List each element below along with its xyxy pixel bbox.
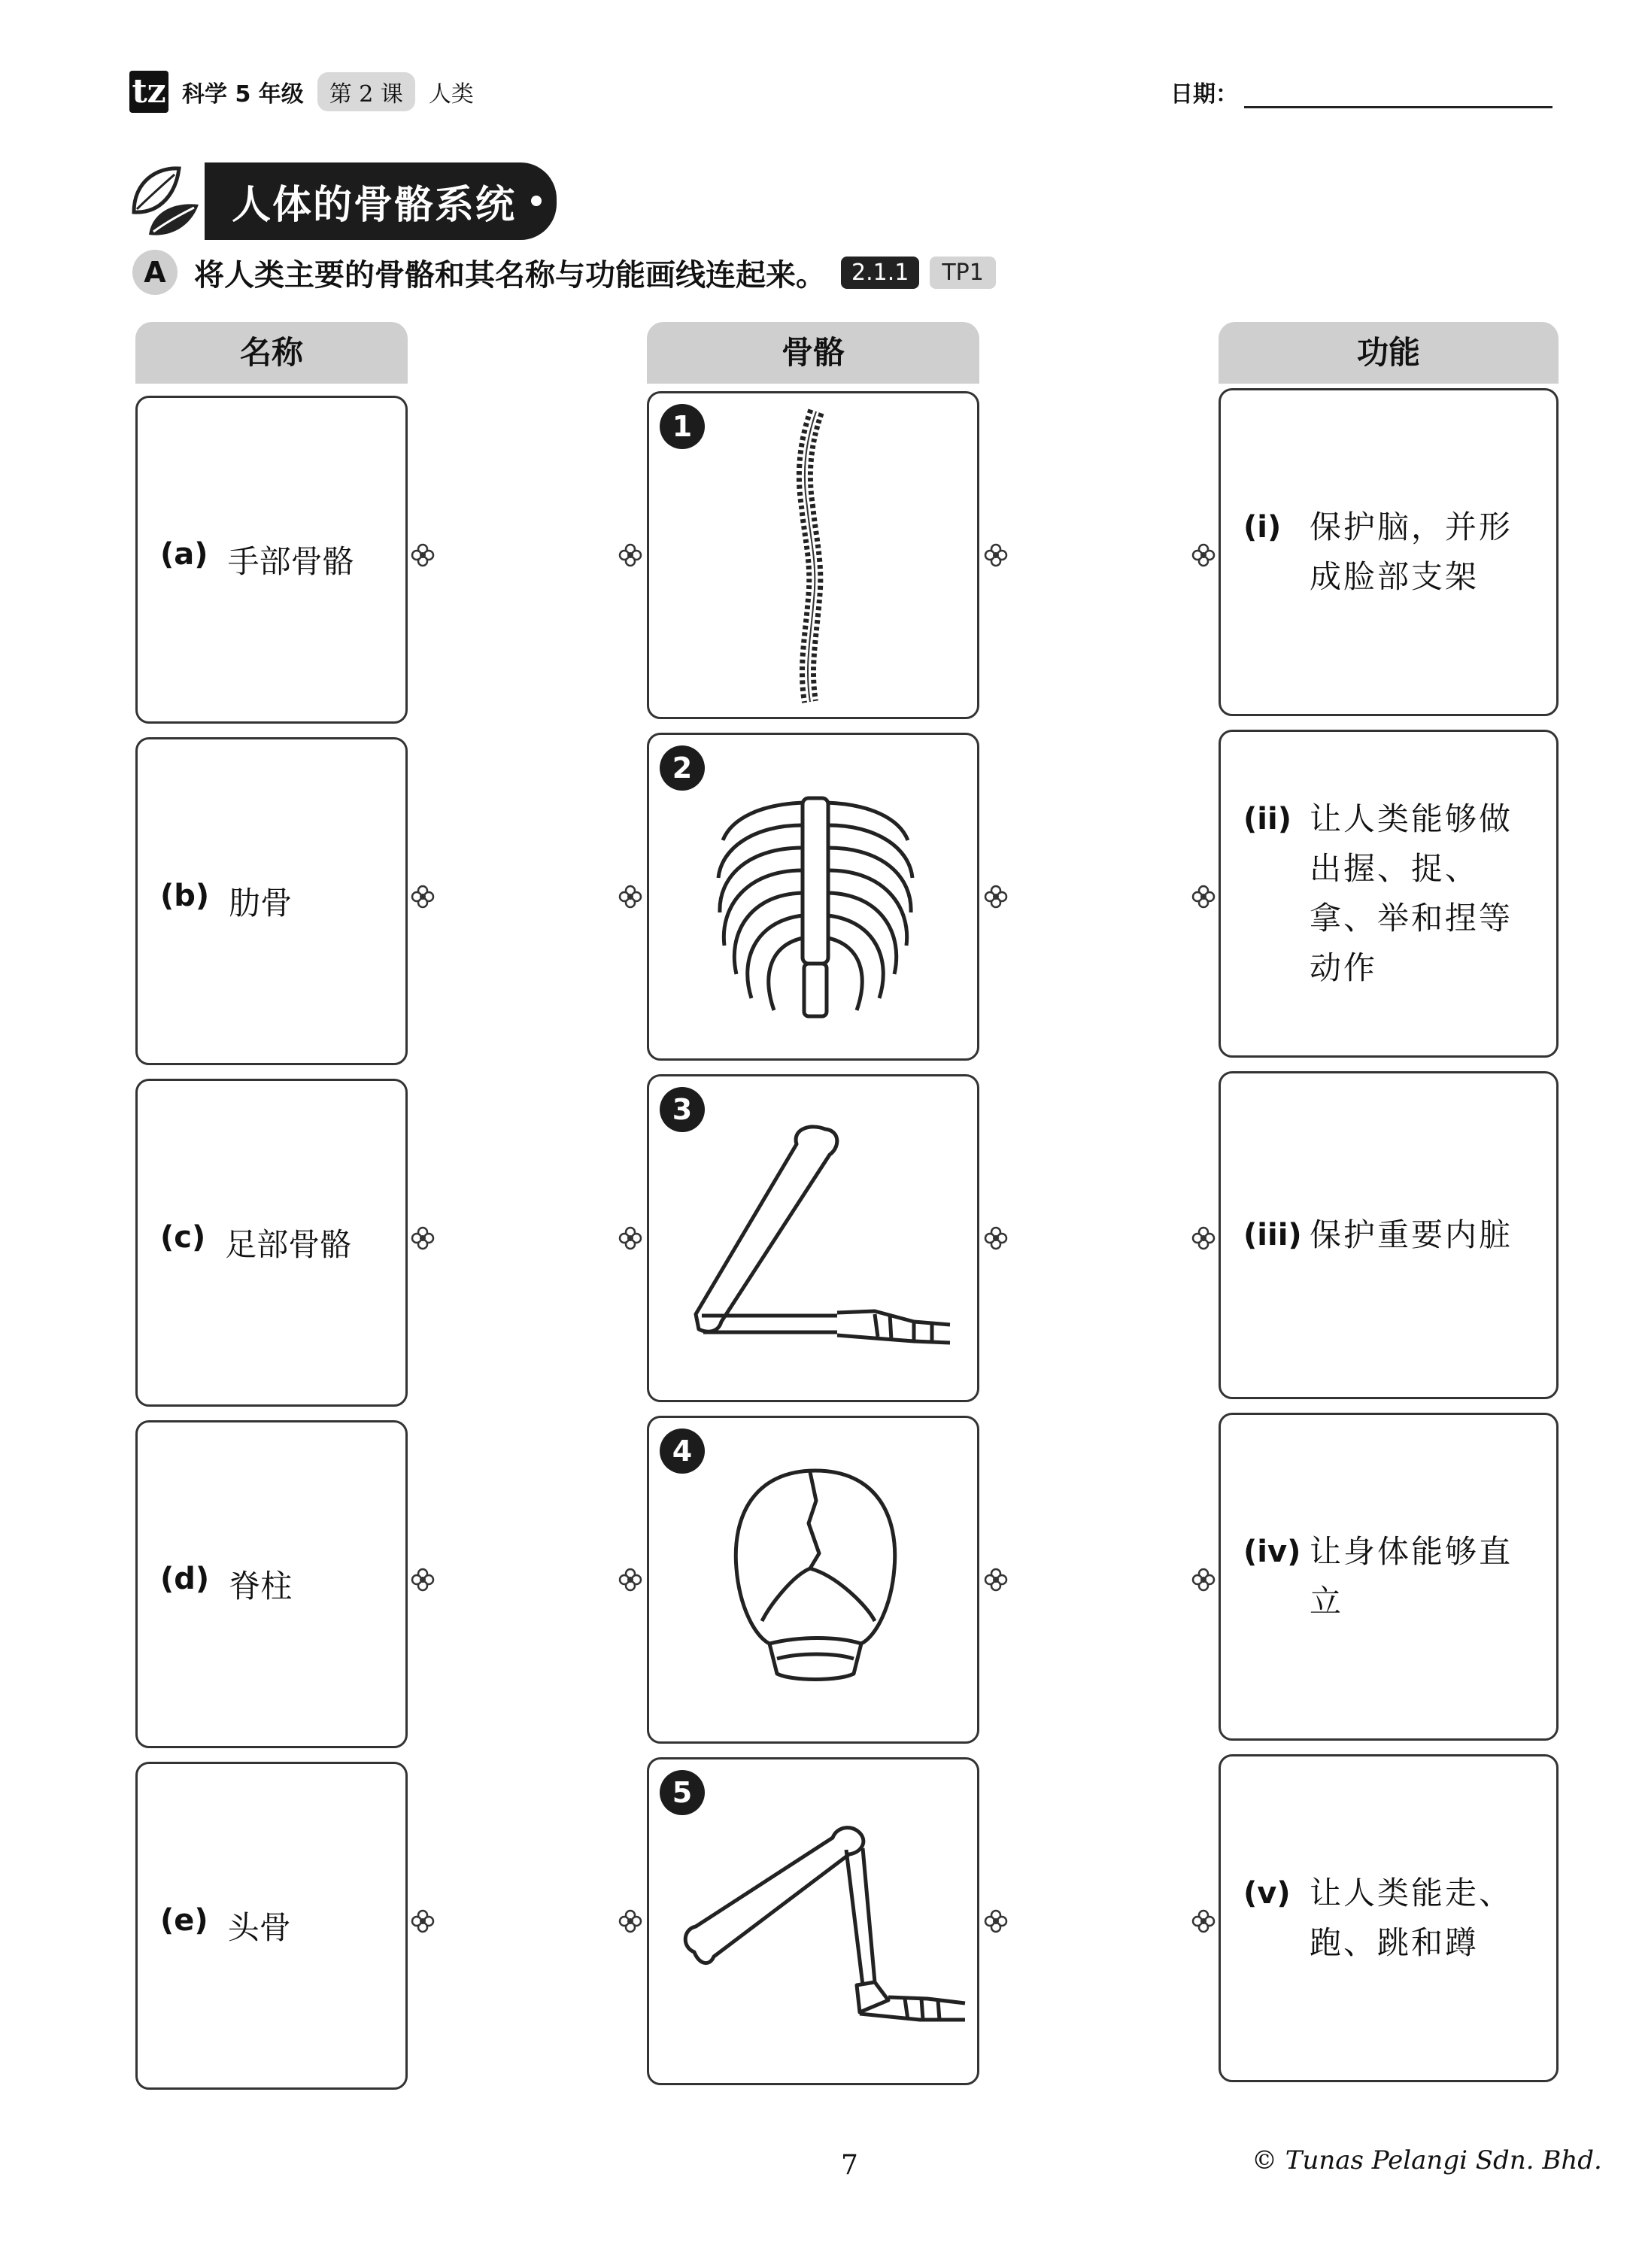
page-header bbox=[129, 69, 474, 114]
connector-dot-icon[interactable] bbox=[1191, 1226, 1216, 1250]
column-header-bones: 骨骼 bbox=[647, 322, 979, 384]
name-box-e[interactable] bbox=[135, 1762, 408, 2090]
bone-number-badge: 1 bbox=[660, 404, 705, 449]
page-number: 7 bbox=[841, 2150, 858, 2181]
section-banner bbox=[126, 159, 557, 242]
spine-illustration-icon bbox=[649, 393, 982, 721]
connector-dot-icon[interactable] bbox=[618, 1568, 642, 1592]
connector-dot-icon[interactable] bbox=[618, 885, 642, 909]
column-header-names: 名称 bbox=[135, 322, 408, 384]
function-box-iii[interactable] bbox=[1219, 1071, 1559, 1399]
name-box-a[interactable] bbox=[135, 396, 408, 724]
column-header-functions: 功能 bbox=[1219, 322, 1559, 384]
function-text bbox=[1310, 794, 1513, 993]
skull-illustration-icon bbox=[649, 1418, 982, 1746]
name-label: (a) bbox=[160, 537, 208, 572]
topic-label: 人类 bbox=[428, 81, 474, 108]
connector-dot-icon[interactable] bbox=[984, 1909, 1008, 1933]
name-label: (b) bbox=[160, 879, 210, 913]
connector-dot-icon[interactable] bbox=[618, 1226, 642, 1250]
function-line: 保护脑，并形 bbox=[1310, 509, 1513, 545]
question-text: 将人类主要的骨骼和其名称与功能画线连起来。 bbox=[194, 257, 826, 293]
question-label: A bbox=[132, 250, 178, 295]
function-label: (v) bbox=[1243, 1876, 1291, 1911]
arm-hand-bones-illustration-icon bbox=[649, 1076, 982, 1404]
name-label: (c) bbox=[160, 1220, 206, 1255]
connector-dot-icon[interactable] bbox=[984, 543, 1008, 567]
function-line: 让人类能走、 bbox=[1310, 1875, 1513, 1911]
connector-dot-icon[interactable] bbox=[618, 1909, 642, 1933]
publisher-logo: tz bbox=[129, 71, 168, 113]
function-box-i[interactable] bbox=[1219, 388, 1559, 716]
bone-number-badge: 2 bbox=[660, 745, 705, 791]
lesson-badge: 第 2 课 bbox=[317, 72, 415, 111]
connector-dot-icon[interactable] bbox=[984, 885, 1008, 909]
name-text: 肋骨 bbox=[229, 885, 293, 921]
name-box-d[interactable] bbox=[135, 1420, 408, 1748]
date-label: 日期： bbox=[1170, 81, 1238, 108]
name-text: 脊柱 bbox=[229, 1568, 293, 1605]
ribcage-illustration-icon bbox=[649, 735, 982, 1063]
date-field bbox=[1170, 75, 1552, 108]
connector-dot-icon[interactable] bbox=[411, 543, 435, 567]
section-title bbox=[205, 162, 557, 240]
copyright-notice: © Tunas Pelangi Sdn. Bhd. bbox=[1252, 2145, 1602, 2175]
banner-dot-icon bbox=[531, 196, 542, 206]
connector-dot-icon[interactable] bbox=[1191, 1568, 1216, 1592]
function-line: 出握、捉、 bbox=[1310, 850, 1480, 887]
section-title-text: 人体的骨骼系统 bbox=[232, 182, 517, 228]
name-label: (d) bbox=[160, 1562, 210, 1596]
name-text: 手部骨骼 bbox=[227, 543, 354, 580]
bone-box-5[interactable] bbox=[647, 1757, 979, 2085]
function-text bbox=[1310, 502, 1513, 602]
function-line: 动作 bbox=[1310, 949, 1378, 986]
function-box-iv[interactable] bbox=[1219, 1413, 1559, 1741]
bone-box-3[interactable] bbox=[647, 1074, 979, 1402]
connector-dot-icon[interactable] bbox=[1191, 543, 1216, 567]
function-line: 成脸部支架 bbox=[1310, 558, 1480, 595]
connector-dot-icon[interactable] bbox=[1191, 1909, 1216, 1933]
leg-foot-bones-illustration-icon bbox=[649, 1759, 982, 2087]
function-line: 保护重要内脏 bbox=[1310, 1216, 1513, 1253]
subject-label: 科学 5 年级 bbox=[182, 81, 304, 108]
connector-dot-icon[interactable] bbox=[1191, 885, 1216, 909]
function-line: 拿、举和捏等 bbox=[1310, 900, 1513, 937]
function-text bbox=[1310, 1869, 1513, 1968]
function-line: 跑、跳和蹲 bbox=[1310, 1924, 1480, 1961]
function-box-ii[interactable] bbox=[1219, 730, 1559, 1058]
function-text bbox=[1310, 1527, 1513, 1626]
name-label: (e) bbox=[160, 1903, 208, 1938]
connector-dot-icon[interactable] bbox=[618, 543, 642, 567]
function-box-v[interactable] bbox=[1219, 1754, 1559, 2082]
function-label: (i) bbox=[1243, 510, 1282, 545]
date-blank-line[interactable] bbox=[1244, 85, 1552, 108]
connector-dot-icon[interactable] bbox=[411, 1568, 435, 1592]
bone-box-1[interactable] bbox=[647, 391, 979, 719]
name-text: 头骨 bbox=[227, 1909, 291, 1946]
connector-dot-icon[interactable] bbox=[411, 1226, 435, 1250]
function-line: 让身体能够直 bbox=[1310, 1533, 1513, 1570]
function-label: (iv) bbox=[1243, 1535, 1301, 1569]
connector-dot-icon[interactable] bbox=[984, 1568, 1008, 1592]
connector-dot-icon[interactable] bbox=[411, 885, 435, 909]
name-text: 足部骨骼 bbox=[225, 1226, 352, 1263]
bone-box-4[interactable] bbox=[647, 1416, 979, 1744]
function-text bbox=[1310, 1210, 1513, 1260]
name-box-c[interactable] bbox=[135, 1079, 408, 1407]
bone-number-badge: 3 bbox=[660, 1087, 705, 1132]
function-line: 让人类能够做 bbox=[1310, 800, 1513, 837]
function-line: 立 bbox=[1310, 1583, 1344, 1620]
name-box-b[interactable] bbox=[135, 737, 408, 1065]
bone-box-2[interactable] bbox=[647, 733, 979, 1061]
bone-number-badge: 4 bbox=[660, 1429, 705, 1474]
bone-number-badge: 5 bbox=[660, 1770, 705, 1815]
standard-tag: 2.1.1 bbox=[841, 257, 919, 289]
question-row bbox=[132, 250, 996, 295]
function-label: (iii) bbox=[1243, 1218, 1302, 1252]
connector-dot-icon[interactable] bbox=[411, 1909, 435, 1933]
function-label: (ii) bbox=[1243, 802, 1291, 836]
level-tag: TP1 bbox=[930, 257, 996, 289]
connector-dot-icon[interactable] bbox=[984, 1226, 1008, 1250]
leaf-icon bbox=[126, 159, 209, 242]
